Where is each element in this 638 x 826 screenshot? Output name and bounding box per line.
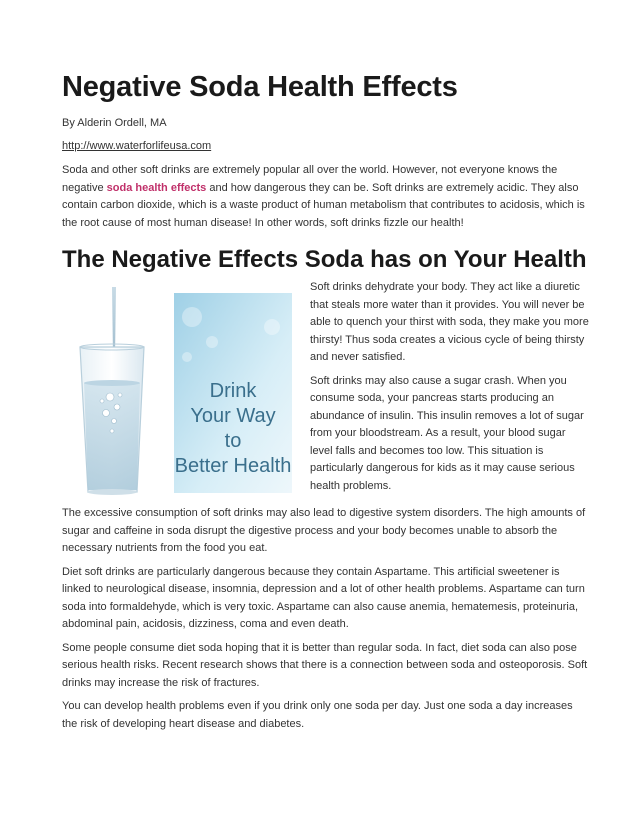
source-link[interactable]: http://www.waterforlifeusa.com [62, 140, 212, 152]
page-title: Negative Soda Health Effects [62, 71, 458, 103]
byline: By Alderin Ordell, MA [62, 117, 167, 129]
poster-line-3: to [224, 430, 242, 452]
body-paragraph: The excessive consumption of soft drinks may also lead to digestive system disorders. The high amounts of sugar and caffeine in soda disrupt the digestive process and your body becomes unable to absorb the necessary nutrients from the food you eat. [62, 507, 586, 554]
intro-paragraph [62, 162, 590, 232]
side-text-column [310, 279, 590, 495]
water-glass-poster-image [62, 287, 294, 497]
body-text [62, 505, 590, 733]
side-paragraph: Soft drinks dehydrate your body. They act like a diuretic that steals more water than it provides. You will never be able to quench your thirst with soda, they make you more thirsty! Thus soda creates a vicious cycle of being thirsty and never satisfied. [310, 281, 589, 363]
poster-line-1: Drink [209, 380, 257, 402]
keyword-link[interactable]: soda health effects [106, 181, 207, 194]
body-paragraph: You can develop health problems even if you drink only one soda per day. Just one soda a day increases the risk of developing heart disease and diabetes. [62, 700, 573, 730]
article [62, 70, 590, 733]
body-paragraph: Some people consume diet soda hoping that it is better than regular soda. In fact, diet soda can also pose serious health risks. Recent research shows that there is a connection between soda and osteoporosis. Soft drinks may increase the risk of fractures. [62, 641, 588, 689]
section-title: The Negative Effects Soda has on Your Health [62, 246, 587, 273]
poster-line-2: Your Way [190, 405, 276, 427]
body-paragraph: Diet soft drinks are particularly dangerous because they contain Aspartame. This artificial sweetener is linked to neurological disease, insomnia, depression and a lot of other health problems. Aspartame can turn soda into formaldehyde, which is very toxic. Aspartame can also cause anemia, hematemesis, proteinuria, abdominal pain, acidosis, dizziness, coma and even death. [62, 565, 585, 630]
side-paragraph: Soft drinks may also cause a sugar crash. When you consume soda, your pancreas starts producing an abundance of insulin. This insulin removes a lot of sugar from your bloodstream. As a result, your blood sugar level falls and becomes too low. This situation is particularly dangerous for kids as it may cause serious health problems. [310, 374, 584, 492]
image-and-text-block [62, 277, 590, 505]
intro-text-after: and how dangerous they can be. Soft drinks are extremely acidic. They also contain carbon dioxide, which is a waste product of human metabolism that contributes to acidosis, which is the root cause of most human disease! In other words, soft drinks fizzle our health! [62, 181, 585, 229]
article-image [62, 287, 294, 497]
intro-text-before: Soda and other soft drinks are extremely popular all over the world. However, not everyone knows the negative [62, 164, 558, 194]
poster-line-4: Better Health [174, 455, 292, 477]
